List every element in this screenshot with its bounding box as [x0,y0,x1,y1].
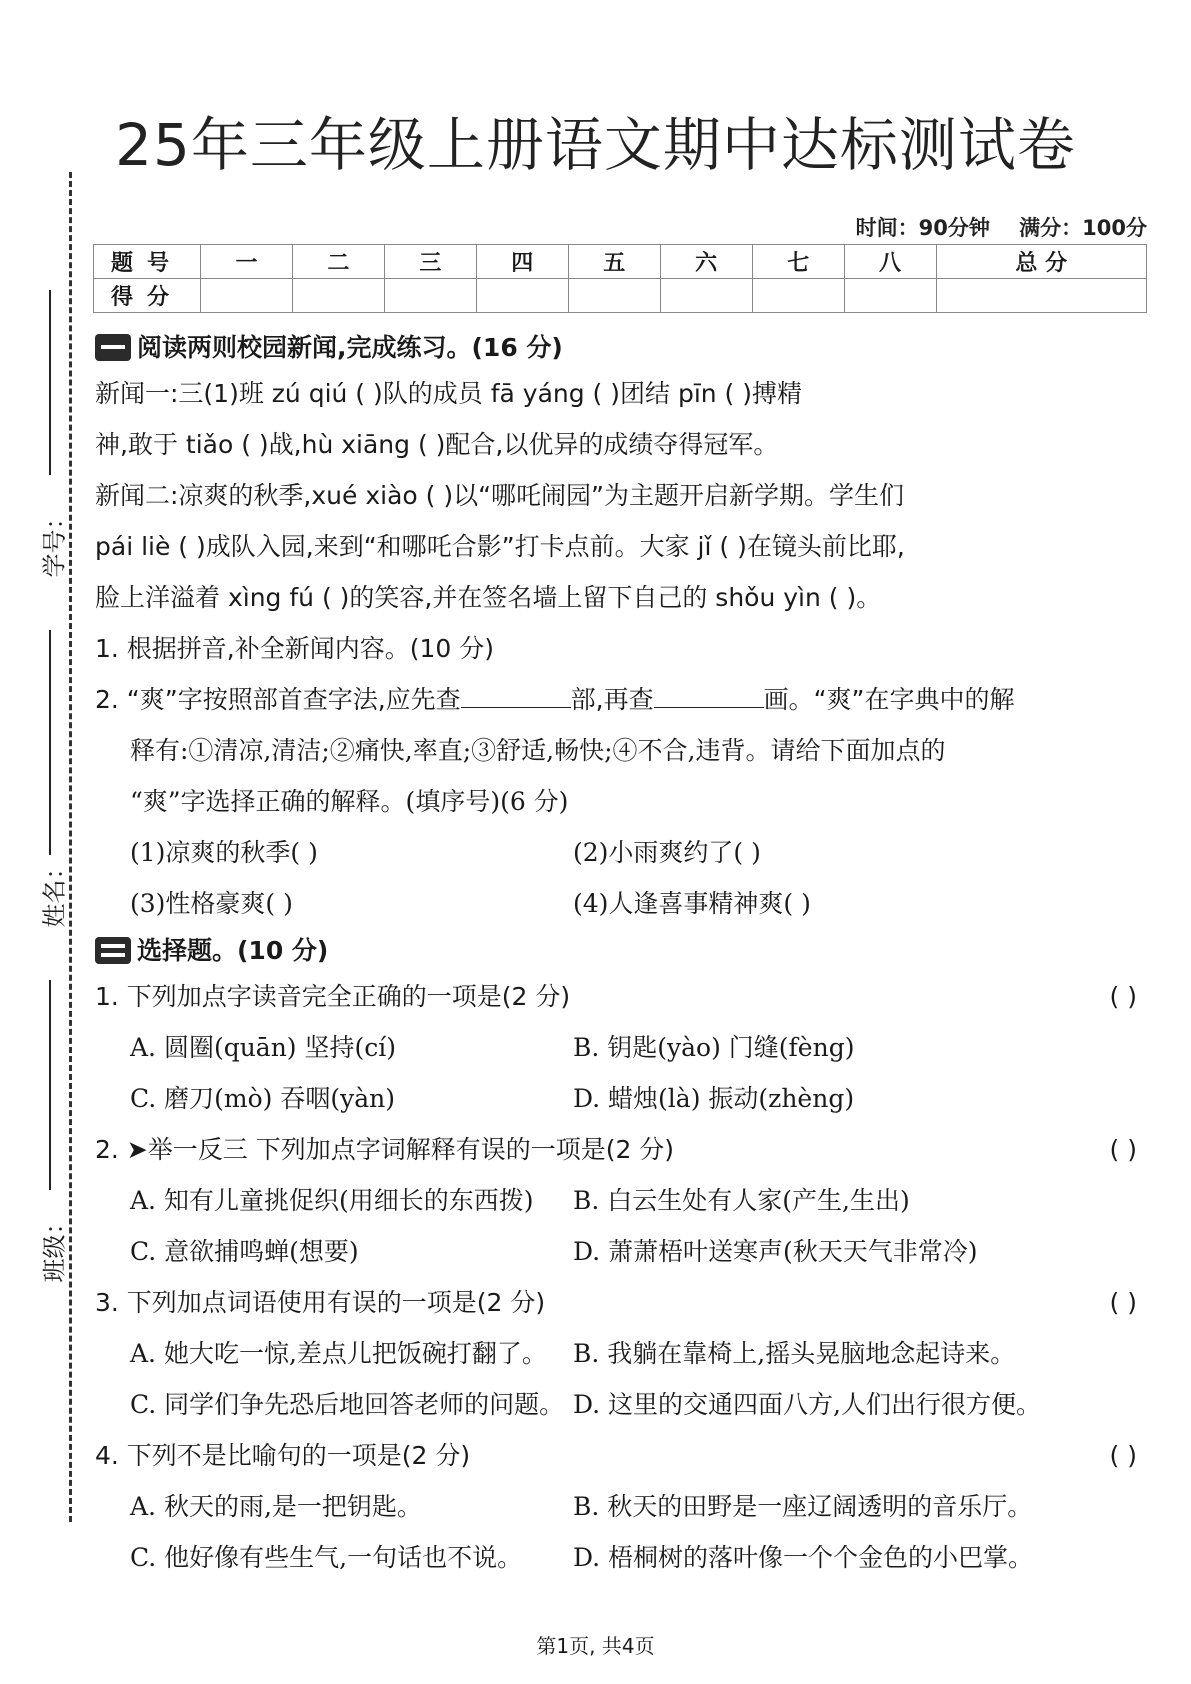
q2-text-b: 部,再查 [570,685,654,714]
option-a[interactable]: A. 秋天的雨,是一把钥匙。 [130,1492,422,1521]
score-table [93,244,1147,313]
page-number: 第1页, 共4页 [536,1634,655,1658]
option-b[interactable]: B. 秋天的田野是一座辽阔透明的音乐厅。 [573,1492,1033,1521]
col-header: 七 [752,245,844,279]
col-header: 八 [844,245,936,279]
mc-4-options-row-1 [95,1481,1145,1532]
answer-bracket[interactable]: ( ) [1109,1135,1137,1164]
col-header: 六 [660,245,752,279]
option-d[interactable]: D. 梧桐树的落叶像一个个金色的小巴掌。 [573,1543,1034,1572]
option-a[interactable]: A. 她大吃一惊,差点儿把饭碗打翻了。 [130,1339,547,1368]
col-header: 二 [292,245,384,279]
q2-instruction: “爽”字选择正确的解释。(填序号)(6 分) [130,787,569,816]
option-b[interactable]: B. 我躺在靠椅上,摇头晃脑地念起诗来。 [573,1339,1016,1368]
mc-4-options-row-2 [95,1532,1145,1583]
q2-items-row-1 [95,827,1145,878]
answer-bracket[interactable]: ( ) [1109,1288,1137,1317]
q2-item-3[interactable]: (3)性格豪爽( ) [130,889,293,918]
col-header: 五 [568,245,660,279]
class-line[interactable] [49,980,51,1190]
option-a[interactable]: A. 圆圈(quān) 坚持(cí) [130,1033,397,1062]
news-2-line-3: 脸上洋溢着 xìng fú ( )的笑容,并在签名墙上留下自己的 shǒu yìn ( )。 [95,583,882,612]
answer-bracket[interactable]: ( ) [1109,982,1137,1011]
col-header: 三 [384,245,476,279]
cut-line [69,172,72,1522]
section-number-two-icon [95,937,131,964]
score-cell[interactable] [936,279,1147,313]
question-stem: 1. 下列加点字读音完全正确的一项是(2 分) [95,982,571,1011]
full-score: 满分：100分 [1019,216,1147,240]
mc-question-3 [95,1277,1145,1328]
score-cell[interactable] [568,279,660,313]
name-label: 姓名： [40,855,69,928]
option-d[interactable]: D. 蜡烛(là) 振动(zhèng) [573,1084,855,1113]
section-number-one-icon [95,334,131,361]
col-header: 总 分 [936,245,1147,279]
score-cell[interactable] [660,279,752,313]
news-2-line-2: pái liè ( )成队入园,来到“和哪吒合影”打卡点前。大家 jǐ ( )在镜头前比耶, [95,532,905,561]
q2-text-c: 画。“爽”在字典中的解 [763,685,1015,714]
student-id-label: 学号： [40,505,69,578]
q2-definitions: 释有:①清凉,清洁;②痛快,率直;③舒适,畅快;④不合,违背。请给下面加点的 [130,736,946,765]
radical-blank[interactable] [461,687,571,708]
question-stem: 3. 下列加点词语使用有误的一项是(2 分) [95,1288,546,1317]
score-cell[interactable] [292,279,384,313]
answer-bracket[interactable]: ( ) [1109,1441,1137,1470]
section-2-title: 选择题。(10 分) [137,935,329,965]
score-table-score-row [94,279,1147,313]
mc-2-options-row-2 [95,1226,1145,1277]
q2-item-2[interactable]: (2)小雨爽约了( ) [573,838,761,867]
section-2-header [95,929,1145,971]
news-2-line-1: 新闻二:凉爽的秋季,xué xiào ( )以“哪吒闹园”为主题开启新学期。学生们 [95,481,904,510]
news-1-line-2: 神,敢于 tiǎo ( )战,hù xiāng ( )配合,以优异的成绩夺得冠军。 [95,430,779,459]
mc-question-2 [95,1124,1145,1175]
score-table-header-row [94,245,1147,279]
q2-item-1[interactable]: (1)凉爽的秋季( ) [130,838,318,867]
question-stem: 4. 下列不是比喻句的一项是(2 分) [95,1441,471,1470]
option-a[interactable]: A. 知有儿童挑促织(用细长的东西拨) [130,1186,534,1215]
class-label: 班级： [40,1210,69,1283]
row-label: 得分 [94,279,201,313]
score-cell[interactable] [752,279,844,313]
q2-items-row-2 [95,878,1145,929]
time-limit: 时间：90分钟 [855,216,990,240]
name-line[interactable] [49,630,51,855]
page-title: 25年三年级上册语文期中达标测试卷 [115,111,1076,179]
score-cell[interactable] [384,279,476,313]
section-1-title: 阅读两则校园新闻,完成练习。(16 分) [137,332,563,362]
mc-1-options-row-1 [95,1022,1145,1073]
mc-question-1 [95,971,1145,1022]
strokes-blank[interactable] [654,687,764,708]
exam-meta [834,212,1147,242]
question-1-1: 1. 根据拼音,补全新闻内容。(10 分) [95,634,495,663]
q2-text-a: 2. “爽”字按照部首查字法,应先查 [95,685,461,714]
row-label: 题号 [94,245,201,279]
option-b[interactable]: B. 钥匙(yào) 门缝(fèng) [573,1033,855,1062]
mc-3-options-row-2 [95,1379,1145,1430]
mc-2-options-row-1 [95,1175,1145,1226]
mc-1-options-row-2 [95,1073,1145,1124]
option-c[interactable]: C. 意欲捕鸣蝉(想要) [130,1237,359,1266]
option-c[interactable]: C. 同学们争先恐后地回答老师的问题。 [130,1390,565,1419]
mc-3-options-row-1 [95,1328,1145,1379]
mc-question-4 [95,1430,1145,1481]
option-b[interactable]: B. 白云生处有人家(产生,生出) [573,1186,910,1215]
option-d[interactable]: D. 这里的交通四面八方,人们出行很方便。 [573,1390,1041,1419]
option-c[interactable]: C. 磨刀(mò) 吞咽(yàn) [130,1084,395,1113]
col-header: 四 [476,245,568,279]
question-stem: 2. ➤举一反三 下列加点字词解释有误的一项是(2 分) [95,1135,675,1164]
q2-item-4[interactable]: (4)人逢喜事精神爽( ) [573,889,811,918]
news-1-line-1: 新闻一:三(1)班 zú qiú ( )队的成员 fā yáng ( )团结 pīn ( )搏精 [95,379,803,408]
student-id-line[interactable] [49,290,51,475]
option-c[interactable]: C. 他好像有些生气,一句话也不说。 [130,1543,523,1572]
question-1-2 [95,674,1145,725]
score-cell[interactable] [201,279,293,313]
score-cell[interactable] [844,279,936,313]
exam-content [95,326,1145,1583]
col-header: 一 [201,245,293,279]
section-1-header [95,326,1145,368]
score-cell[interactable] [476,279,568,313]
option-d[interactable]: D. 萧萧梧叶送寒声(秋天天气非常冷) [573,1237,978,1266]
